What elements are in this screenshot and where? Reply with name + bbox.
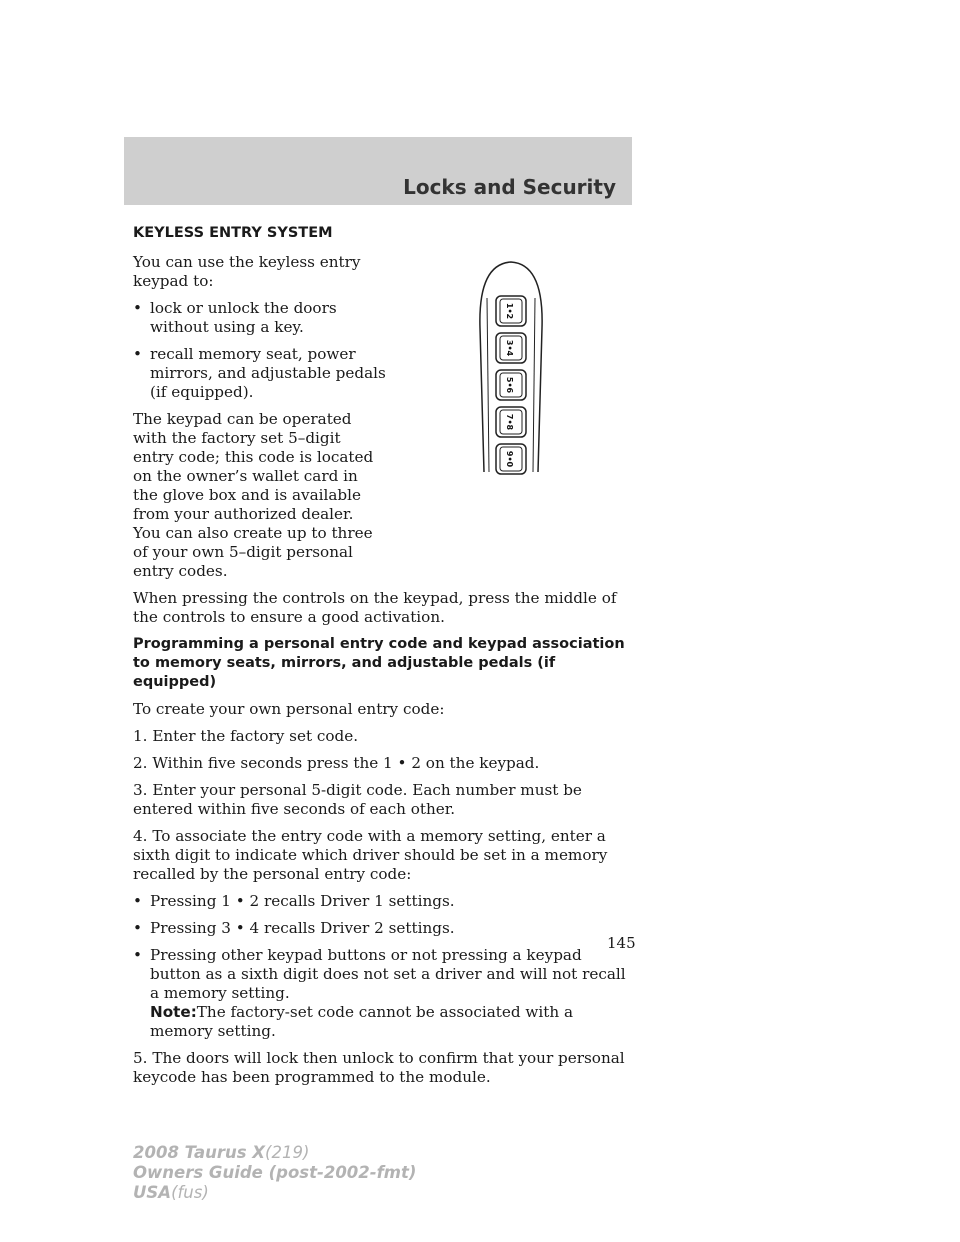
keypad-illustration bbox=[478, 258, 544, 478]
keypad-button-label: 3•4 bbox=[505, 339, 514, 357]
list-item: • lock or unlock the doors without using a key. bbox=[133, 299, 337, 336]
footer-line-3: USA(fus) bbox=[133, 1183, 209, 1202]
keypad-button-7-8 bbox=[496, 407, 526, 437]
step-3: 3. Enter your personal 5-digit code. Each number must be entered within five seconds of each other. bbox=[133, 781, 582, 818]
bullet-icon: • bbox=[133, 345, 142, 363]
header-band bbox=[124, 137, 632, 205]
step-2: 2. Within five seconds press the 1 • 2 on the keypad. bbox=[133, 754, 540, 772]
programming-heading: Programming a personal entry code and keypad association to memory seats, mirrors, and adjustable pedals (if equipped) bbox=[133, 636, 625, 690]
bullet-icon: • bbox=[133, 946, 142, 964]
keypad-button-9-0 bbox=[496, 444, 526, 474]
keypad-button-1-2 bbox=[496, 296, 526, 326]
keypad-button-label: 9•0 bbox=[505, 450, 514, 468]
note-label: Note: bbox=[150, 1003, 197, 1021]
list-item: • Pressing 3 • 4 recalls Driver 2 settings. bbox=[133, 919, 455, 937]
footer-line-2: Owners Guide (post-2002-fmt) bbox=[133, 1163, 417, 1182]
keypad-button-3-4 bbox=[496, 333, 526, 363]
create-code-intro: To create your own personal entry code: bbox=[133, 700, 445, 718]
bullet-icon: • bbox=[133, 299, 142, 317]
keyless-intro: You can use the keyless entry keypad to: bbox=[133, 253, 361, 290]
list-item: • recall memory seat, power mirrors, and adjustable pedals (if equipped). bbox=[133, 345, 386, 401]
factory-code-paragraph: The keypad can be operated with the factory set 5–digit entry code; this code is located on the owner’s wallet card in the glove box and is available from your authorized dealer. You can also create up to three of your own 5–digit personal entry codes. bbox=[133, 410, 374, 580]
page-number: 145 bbox=[607, 934, 636, 952]
list-item: • Pressing other keypad buttons or not pressing a keypad button as a sixth digit does not set a driver and will not recall a memory setting. Note:The factory-set code cannot be associated with a memory setting. bbox=[133, 946, 626, 1040]
section-title: Locks and Security bbox=[403, 175, 616, 199]
bullet-icon: • bbox=[133, 892, 142, 910]
list-item: • Pressing 1 • 2 recalls Driver 1 settings. bbox=[133, 892, 455, 910]
footer bbox=[133, 1143, 416, 1203]
keypad-button-label: 5•6 bbox=[505, 376, 514, 394]
step-1: 1. Enter the factory set code. bbox=[133, 727, 359, 745]
keypad-button-label: 7•8 bbox=[505, 413, 514, 431]
footer-line-1: 2008 Taurus X(219) bbox=[133, 1143, 310, 1162]
page-content bbox=[133, 224, 633, 1095]
note-text: The factory-set code cannot be associated with a memory setting. bbox=[150, 1003, 574, 1040]
bullet-icon: • bbox=[133, 919, 142, 937]
keyless-entry-heading: KEYLESS ENTRY SYSTEM bbox=[133, 225, 333, 241]
press-middle-note: When pressing the controls on the keypad, press the middle of the controls to ensure a good activation. bbox=[133, 589, 617, 626]
step-4: 4. To associate the entry code with a memory setting, enter a sixth digit to indicate which driver should be set in a memory recalled by the personal entry code: bbox=[133, 827, 608, 883]
keypad-button-label: 1•2 bbox=[505, 302, 514, 320]
step-5: 5. The doors will lock then unlock to confirm that your personal keycode has been programmed to the module. bbox=[133, 1049, 625, 1086]
keypad-button-5-6 bbox=[496, 370, 526, 400]
